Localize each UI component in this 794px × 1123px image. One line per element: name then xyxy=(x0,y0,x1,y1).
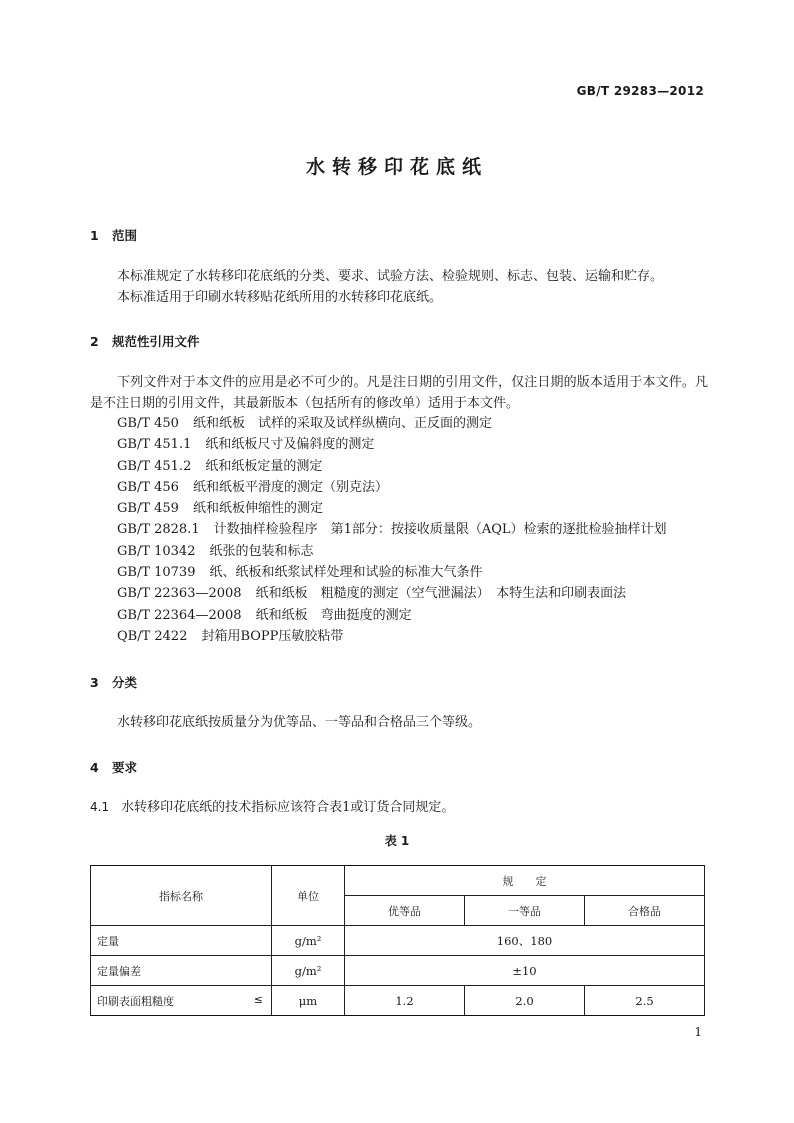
reference-item xyxy=(117,562,667,583)
reference-code: GB/T 451.1 xyxy=(117,437,192,453)
clause-text: 水转移印花底纸的技术指标应该符合表1或订货合同规定。 xyxy=(121,800,455,815)
spec-table xyxy=(90,865,705,1016)
section-4-heading xyxy=(90,758,137,776)
section-2-intro: 下列文件对于本文件的应用是必不可少的。凡是注日期的引用文件，仅注日期的版本适用于本文件。凡是不注日期的引用文件，其最新版本（包括所有的修改单）适用于本文件。 xyxy=(90,375,708,411)
section-title: 规范性引用文件 xyxy=(112,334,200,349)
row-value-grade-3: 2.5 xyxy=(585,986,705,1016)
row-name: 定量偏差 xyxy=(91,956,272,986)
row-value-grade-2: 2.0 xyxy=(465,986,585,1016)
reference-item xyxy=(117,413,667,434)
reference-title: 纸和纸板 粗糙度的测定（空气泄漏法） 本特生法和印刷表面法 xyxy=(255,586,627,602)
section-title: 分类 xyxy=(112,675,138,690)
reference-title: 纸和纸板 试样的采取及试样纵横向、正反面的测定 xyxy=(192,416,492,431)
table-row xyxy=(91,986,705,1016)
reference-code: GB/T 10342 xyxy=(117,543,196,559)
reference-item xyxy=(117,456,667,477)
section-3-heading xyxy=(90,673,137,691)
reference-item xyxy=(117,477,667,498)
reference-code: GB/T 451.2 xyxy=(117,458,192,474)
section-number: 4 xyxy=(90,760,99,775)
reference-code: GB/T 450 xyxy=(117,416,179,431)
section-title: 要求 xyxy=(112,760,138,775)
reference-title: 纸和纸板定量的测定 xyxy=(205,458,323,474)
table-row xyxy=(91,956,705,986)
section-1-paragraph-1: 本标准规定了水转移印花底纸的分类、要求、试验方法、检验规则、标志、包装、运输和贮存。 xyxy=(117,269,664,284)
section-2-heading xyxy=(90,332,200,350)
section-number: 1 xyxy=(90,228,99,243)
reference-title: 纸张的包装和标志 xyxy=(209,543,314,559)
table-row xyxy=(91,926,705,956)
document-title: 水转移印花底纸 xyxy=(305,156,488,178)
header-spec: 规 定 xyxy=(345,866,705,896)
clause-number: 4.1 xyxy=(90,800,110,814)
row-name: 印刷表面粗糙度 xyxy=(97,994,174,1008)
reference-title: 纸和纸板平滑度的测定（别克法） xyxy=(192,479,388,495)
row-value: ±10 xyxy=(345,956,705,986)
reference-title: 纸和纸板伸缩性的测定 xyxy=(192,501,323,517)
row-unit: g/m² xyxy=(272,956,345,986)
reference-code: GB/T 459 xyxy=(117,501,179,517)
reference-code: GB/T 22363—2008 xyxy=(117,586,242,602)
page-number: 1 xyxy=(694,1025,702,1039)
reference-item xyxy=(117,519,667,540)
header-grade-3: 合格品 xyxy=(585,896,705,926)
reference-title: 计数抽样检验程序 第1部分：按接收质量限（AQL）检索的逐批检验抽样计划 xyxy=(213,522,667,538)
header-grade-1: 优等品 xyxy=(345,896,465,926)
reference-title: 纸和纸板尺寸及偏斜度的测定 xyxy=(205,437,375,453)
header-indicator: 指标名称 xyxy=(91,866,272,926)
table-header-row xyxy=(91,866,705,896)
reference-item xyxy=(117,626,667,647)
section-1-paragraph-2: 本标准适用于印刷水转移贴花纸所用的水转移印花底纸。 xyxy=(117,290,443,305)
header-unit: 单位 xyxy=(272,866,345,926)
reference-title: 纸和纸板 弯曲挺度的测定 xyxy=(255,607,412,623)
reference-code: GB/T 22364—2008 xyxy=(117,607,242,623)
section-number: 3 xyxy=(90,675,99,690)
reference-item xyxy=(117,605,667,626)
section-number: 2 xyxy=(90,334,99,349)
reference-item xyxy=(117,541,667,562)
section-title: 范围 xyxy=(112,228,138,243)
row-name-cell xyxy=(91,986,272,1016)
section-1-heading xyxy=(90,226,137,244)
standard-number: GB/T 29283—2012 xyxy=(576,84,704,98)
row-unit: g/m² xyxy=(272,926,345,956)
row-name: 定量 xyxy=(91,926,272,956)
reference-title: 纸、纸板和纸浆试样处理和试验的标准大气条件 xyxy=(209,565,483,581)
reference-code: GB/T 2828.1 xyxy=(117,522,200,538)
reference-list xyxy=(117,413,667,647)
header-grade-2: 一等品 xyxy=(465,896,585,926)
reference-title: 封箱用BOPP压敏胶粘带 xyxy=(201,628,344,644)
table-caption: 表 1 xyxy=(384,834,410,848)
reference-item xyxy=(117,498,667,519)
clause-4-1 xyxy=(90,797,454,818)
reference-code: GB/T 10739 xyxy=(117,565,196,581)
reference-code: QB/T 2422 xyxy=(117,628,188,644)
less-or-equal-symbol: ≤ xyxy=(253,993,263,1006)
reference-item xyxy=(117,434,667,455)
row-unit: μm xyxy=(272,986,345,1016)
reference-code: GB/T 456 xyxy=(117,479,179,495)
row-value: 160、180 xyxy=(345,926,705,956)
section-3-paragraph: 水转移印花底纸按质量分为优等品、一等品和合格品三个等级。 xyxy=(117,715,482,730)
row-value-grade-1: 1.2 xyxy=(345,986,465,1016)
reference-item xyxy=(117,583,667,604)
